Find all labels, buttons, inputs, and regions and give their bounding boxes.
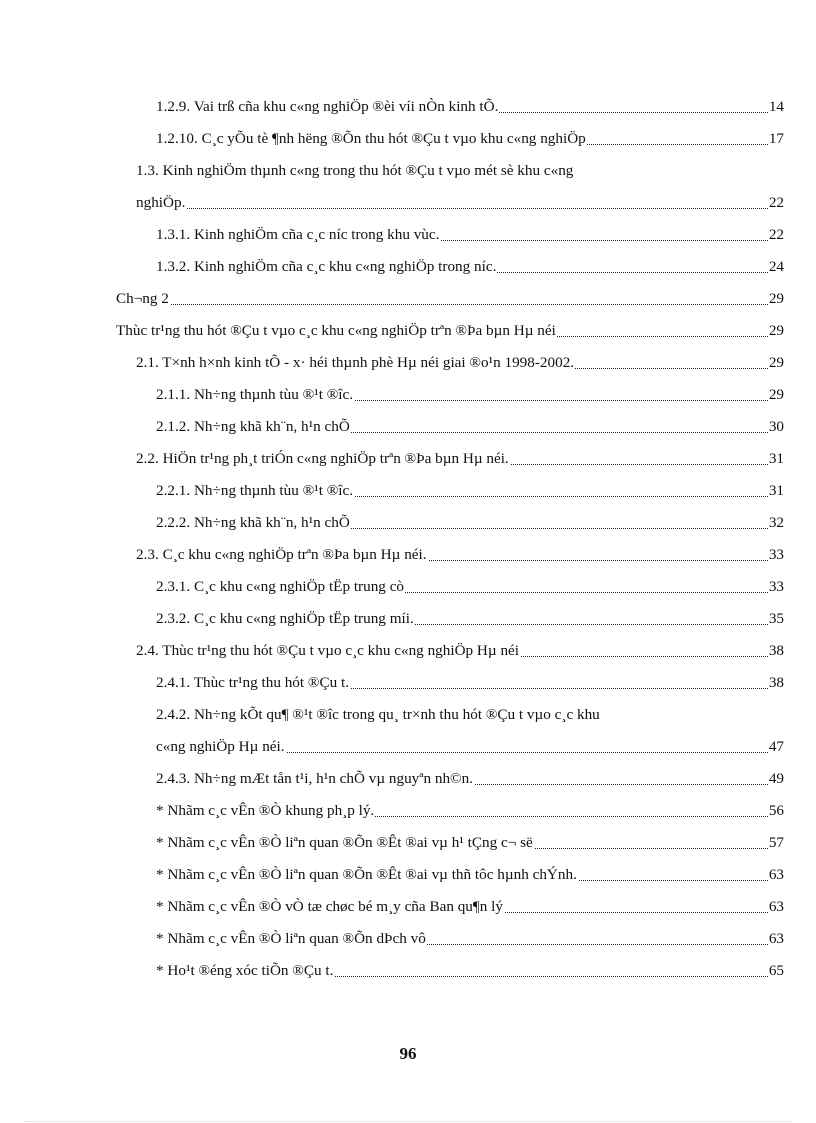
page-number: 96 <box>399 1044 417 1063</box>
toc-entry-page: 32 <box>768 511 784 535</box>
toc-entry-label: 2.1. T×nh h×nh kinh tÕ - x· héi thµnh phè Hµ néi giai ®o¹n 1998-2002. <box>136 354 575 371</box>
toc-entry-label: 1.2.9. Vai trß cña khu c«ng nghiÖp ®èi víi nÒn kinh tÕ. <box>156 98 499 115</box>
toc-entry-page: 31 <box>768 447 784 471</box>
toc-entry-page: 33 <box>768 575 784 599</box>
toc-entry-label: 1.3. Kinh nghiÖm thµnh c«ng trong thu hót ®Çu t vµo mét sè khu c«ng <box>136 162 574 179</box>
toc-entry-page: 63 <box>768 863 784 887</box>
toc-entry-label: 2.1.1. Nh÷ng thµnh tùu ®¹t ®îc. <box>156 386 354 403</box>
toc-entry <box>136 447 784 471</box>
toc-entry-label: 2.3.2. C¸c khu c«ng nghiÖp tËp trung míi. <box>156 610 414 627</box>
toc-entry <box>136 159 784 183</box>
toc-entry <box>156 863 784 887</box>
toc-entry-label: nghiÖp. <box>136 194 186 211</box>
toc-entry <box>156 703 784 727</box>
toc-entry <box>156 735 784 759</box>
toc-entry <box>156 223 784 247</box>
toc-entry-page: 35 <box>768 607 784 631</box>
toc-entry-label: 1.2.10. C¸c yÕu tè ¶nh hëng ®Õn thu hót ®Çu t vµo khu c«ng nghiÖp <box>156 130 586 147</box>
toc-entry <box>156 831 784 855</box>
toc-entry <box>156 959 784 983</box>
toc-entry <box>156 671 784 695</box>
toc-entry-label: 2.2. HiÖn tr¹ng ph¸t triÓn c«ng nghiÖp trªn ®Þa bµn Hµ néi. <box>136 450 509 467</box>
toc-entry-page: 29 <box>768 287 784 311</box>
toc-entry-label: c«ng nghiÖp Hµ néi. <box>156 738 285 755</box>
toc-entry <box>156 895 784 919</box>
toc-entry <box>156 927 784 951</box>
toc-entry-page: 29 <box>768 351 784 375</box>
toc-entry-label: 2.3.1. C¸c khu c«ng nghiÖp tËp trung cò <box>156 578 405 595</box>
toc-entry <box>156 479 784 503</box>
toc-entry-label: 1.3.1. Kinh nghiÖm cña c¸c níc trong khu vùc. <box>156 226 440 243</box>
toc-entry-label: Thùc tr¹ng thu hót ®Çu t vµo c¸c khu c«ng nghiÖp trªn ®Þa bµn Hµ néi <box>116 322 556 339</box>
toc-entry-label: 2.4. Thùc tr¹ng thu hót ®Çu t vµo c¸c khu c«ng nghiÖp Hµ néi <box>136 642 520 659</box>
toc-entry-page: 31 <box>768 479 784 503</box>
toc-entry <box>156 255 784 279</box>
toc-entry-label: * Nhãm c¸c vÊn ®Ò liªn quan ®Õn dÞch vô <box>156 930 426 947</box>
toc-entry-label: 2.4.3. Nh÷ng mÆt tån t¹i, h¹n chÕ vµ nguyªn nh©n. <box>156 770 473 787</box>
toc-entry-page: 33 <box>768 543 784 567</box>
toc-entry <box>116 287 784 311</box>
toc-entry-page: 29 <box>768 383 784 407</box>
toc-entry-label: 1.3.2. Kinh nghiÖm cña c¸c khu c«ng nghiÖp trong níc. <box>156 258 497 275</box>
toc-entry-label: * Nhãm c¸c vÊn ®Ò vÒ tæ chøc bé m¸y cña Ban qu¶n lý <box>156 898 503 915</box>
toc-entry-label: * Nhãm c¸c vÊn ®Ò liªn quan ®Õn ®Êt ®ai vµ h¹ tÇng c¬ së <box>156 834 533 851</box>
toc-entry <box>156 767 784 791</box>
footer-divider <box>24 1121 792 1122</box>
toc-entry <box>136 543 784 567</box>
toc-entry <box>156 575 784 599</box>
toc-entry-page: 63 <box>768 895 784 919</box>
toc-entry <box>156 799 784 823</box>
toc-entry-label: 2.1.2. Nh÷ng khã kh¨n, h¹n chÕ <box>156 418 350 435</box>
toc-entry-label: * Ho¹t ®éng xóc tiÕn ®Çu t. <box>156 962 334 979</box>
toc-entry-label: 2.2.1. Nh÷ng thµnh tùu ®¹t ®îc. <box>156 482 354 499</box>
toc-entry-page: 38 <box>768 639 784 663</box>
toc-entry-label: 2.2.2. Nh÷ng khã kh¨n, h¹n chÕ <box>156 514 350 531</box>
toc-entry-page: 14 <box>768 95 784 119</box>
toc-entry <box>156 127 784 151</box>
toc-entry-page: 29 <box>768 319 784 343</box>
toc-entry-page: 57 <box>768 831 784 855</box>
toc-entry <box>156 415 784 439</box>
toc-entry <box>156 511 784 535</box>
toc-entry <box>156 95 784 119</box>
toc-entry-page: 22 <box>768 223 784 247</box>
toc-entry-page: 56 <box>768 799 784 823</box>
toc-entry-page: 63 <box>768 927 784 951</box>
toc-entry-page: 65 <box>768 959 784 983</box>
toc-entry <box>136 191 784 215</box>
toc-entry-label: * Nhãm c¸c vÊn ®Ò liªn quan ®Õn ®Êt ®ai vµ thñ tôc hµnh chÝnh. <box>156 866 577 883</box>
toc-entry <box>136 639 784 663</box>
toc-entry <box>156 383 784 407</box>
toc-entry-label: * Nhãm c¸c vÊn ®Ò khung ph¸p lý. <box>156 802 375 819</box>
toc-entry <box>116 319 784 343</box>
toc-entry-label: Ch¬ng 2 <box>116 290 169 307</box>
toc-entry-page: 47 <box>768 735 784 759</box>
toc-entry-page: 38 <box>768 671 784 695</box>
toc-entry-page: 49 <box>768 767 784 791</box>
toc-entry-page: 22 <box>768 191 784 215</box>
toc-entry-label: 2.4.2. Nh÷ng kÕt qu¶ ®¹t ®îc trong qu¸ tr×nh thu hót ®Çu t vµo c¸c khu <box>156 706 600 723</box>
toc-entry-page: 24 <box>768 255 784 279</box>
toc-entry-page: 30 <box>768 415 784 439</box>
toc-entry-label: 2.3. C¸c khu c«ng nghiÖp trªn ®Þa bµn Hµ néi. <box>136 546 427 563</box>
toc-entry <box>156 607 784 631</box>
toc-entry <box>136 351 784 375</box>
toc-entry-label: 2.4.1. Thùc tr¹ng thu hót ®Çu t. <box>156 674 349 691</box>
toc-entry-page: 17 <box>768 127 784 151</box>
